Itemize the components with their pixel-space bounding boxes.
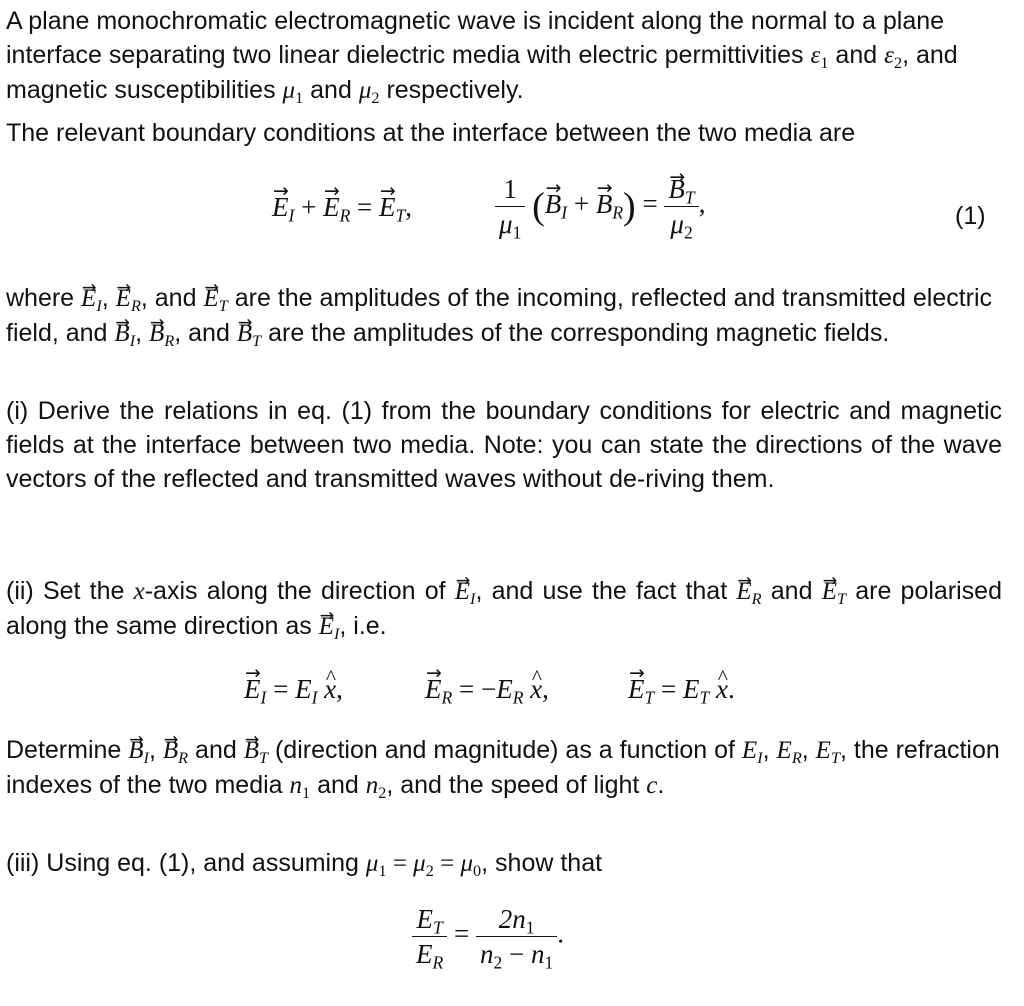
determine-paragraph: Determine → $B_I$, → $B_R$ and → $B_T$ (direction and magnitude) as a function of $E_I$, $E_R$, $E_T$, the refraction indexes of the two media $n_1$ and $n_2$, and the speed of light c. [6, 733, 1002, 803]
equation-et: → $E_T = E_T$ ^ x. [628, 674, 735, 705]
fraction-one-over-mu1: $\frac{1}{\mu_1}$ [495, 172, 525, 241]
where-paragraph: where → $E_I$, → $E_R$, and → $E_T$ are the amplitudes of the incoming, reflected and transmitted electric field, and → $B_I$, → $B_R$, and → $B_T$ are the amplitudes of the corresponding magnetic fields. [6, 281, 1002, 351]
part-i: (i) Derive the relations in eq. (1) from the boundary conditions for electric and magnetic fields at the interface between two media. Note: you can state the directions of the wave vectors of the reflected and transmitted waves without de-riving them. [6, 397, 1002, 493]
fraction-et-over-er: $\frac{E_T}{E_R}$ [412, 902, 447, 971]
mu-2: $\mu_2$ [358, 77, 380, 107]
epsilon-2: $\varepsilon_2$ [884, 42, 903, 72]
intro-text-b: and [828, 41, 885, 69]
equation-er: → $E_R = -E_R$ ^ x, [425, 674, 549, 705]
intro-text-d: and [303, 76, 359, 104]
boundary-intro: The relevant boundary conditions at the interface between the two media are [6, 119, 856, 147]
intro-text-a: A plane monochromatic electromagnetic wave is incident along the normal to a plane interface separating two linear dielectric media with electric permittivities [6, 7, 945, 69]
part-ii: (ii) Set the x-axis along the direction of → $E_I$, and use the fact that → $E_R$ and → $E_T$ are polarised along the same direction as → $E_I$, i.e. [6, 574, 1002, 644]
mu-1: $\mu_1$ [282, 77, 304, 107]
fraction-bt-over-mu2: → $\frac{B_T}{\mu_2}$ [664, 172, 698, 241]
equation-1-magnetic: $\frac{1}{\mu_1}$ (→ $B_I$ + → $B_R$) = → $\frac{B_T}{\mu_2}$ , [495, 172, 705, 241]
equation-ei: → $E_I = E_I$ ^ x, [244, 674, 343, 705]
epsilon-1: $\varepsilon_1$ [810, 42, 829, 72]
intro-text-c: , and magnetic susceptibilities [6, 41, 958, 104]
final-equation: $\frac{E_T}{E_R}$ = $\frac{2n_1}{n_2 - n_1}$ . [412, 902, 564, 971]
equation-1-electric: → $E_I$ + → $E_R$ = → $E_T$, [272, 192, 412, 223]
intro-text-e: respectively. [379, 76, 524, 104]
intro-paragraph [6, 4, 1002, 108]
fraction-2n1-over-diff: $\frac{2n_1}{n_2 - n_1}$ [476, 902, 557, 971]
equation-number: (1) [955, 202, 986, 230]
part-iii: (iii) Using eq. (1), and assuming $\mu_1 = \mu_2 = \mu_0$, show that [6, 849, 603, 880]
